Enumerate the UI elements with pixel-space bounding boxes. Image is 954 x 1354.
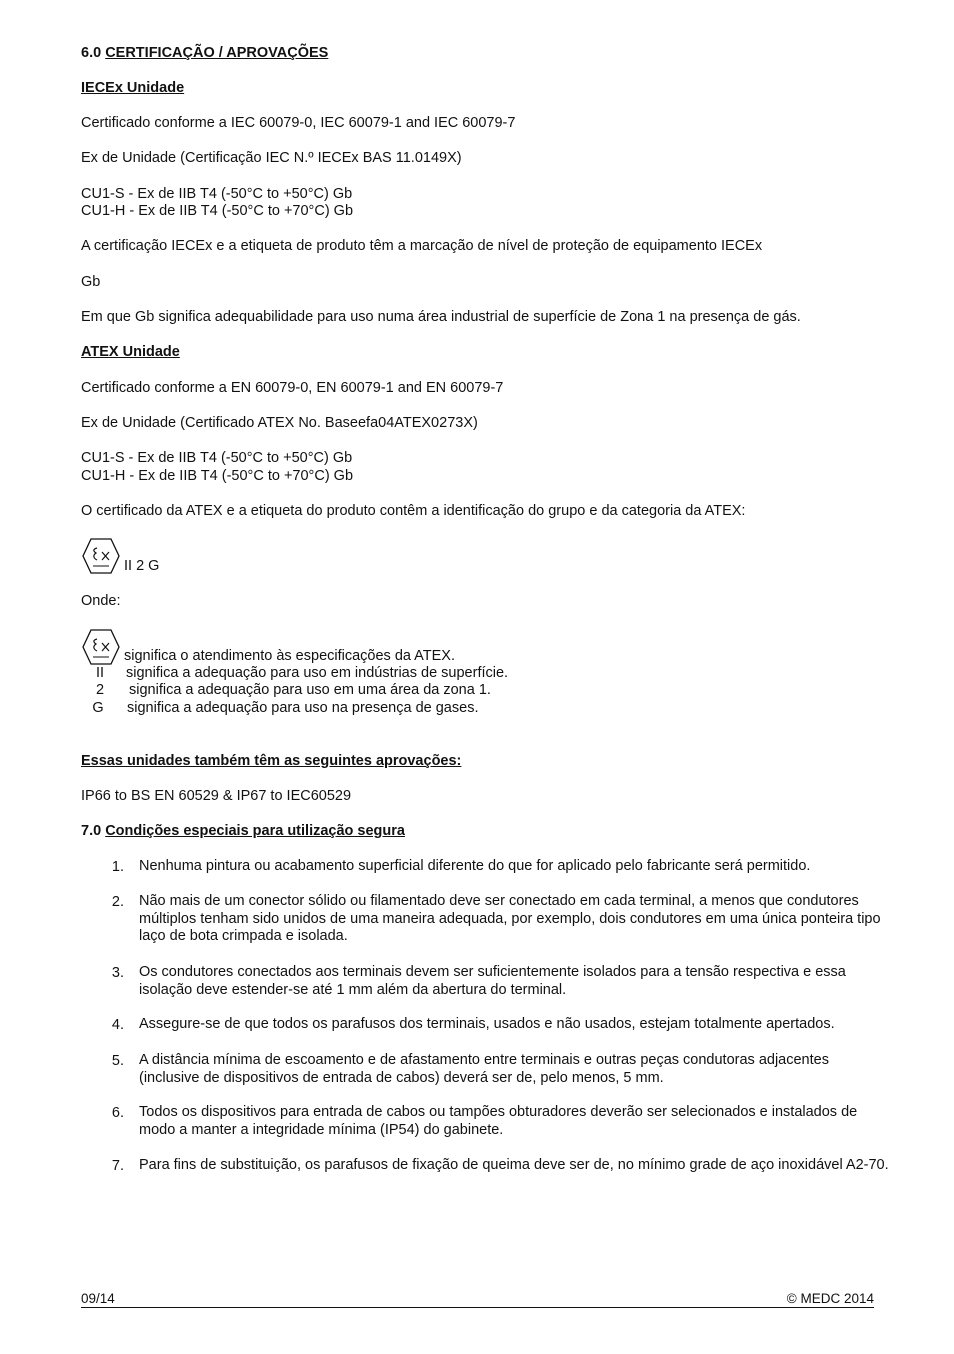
list-item-number: 3.	[111, 965, 124, 981]
iecex-gb: Gb	[81, 274, 101, 290]
legend-g-text: significa a adequação para uso na presença de gases.	[127, 700, 479, 716]
list-item: A distância mínima de escoamento e de afastamento entre terminais e outras peças condutoras adjacentes (inclusive de dispositivos de entrada de cabos) deverá ser de, pelo menos, 5 mm.	[139, 1052, 829, 1086]
iecex-marking-text: A certificação IECEx e a etiqueta de produto têm a marcação de nível de proteção de equipamento IECEx	[81, 238, 763, 254]
list-item: Não mais de um conector sólido ou filamentado deve ser conectado em cada terminal, a menos que condutores múltiplos tenham sido unidos de uma maneira adequada, por exemplo, dois condutores em uma única ponteira tipo laço de bota crimpada e isolada.	[139, 893, 881, 944]
atex-ex-hexagon-icon	[81, 628, 121, 666]
list-item-number: 2.	[111, 894, 124, 910]
iecex-cert-text: Certificado conforme a IEC 60079-0, IEC 60079-1 and IEC 60079-7	[81, 115, 516, 131]
section-6-number: 6.0	[81, 45, 106, 61]
atex-ex-hexagon-icon	[81, 537, 121, 575]
legend-key-ii: II	[95, 665, 105, 681]
section-6-title: CERTIFICAÇÃO / APROVAÇÕES	[105, 45, 329, 61]
footer-date: 09/14	[81, 1291, 115, 1306]
legend-ex-text: significa o atendimento às especificações da ATEX.	[124, 648, 456, 664]
list-item: Nenhuma pintura ou acabamento superficial diferente do que for aplicado pelo fabricante será permitido.	[139, 858, 811, 874]
iecex-heading: IECEx Unidade	[81, 80, 185, 96]
footer-divider	[81, 1307, 874, 1308]
section-7-title: Condições especiais para utilização segura	[105, 823, 405, 839]
atex-cu1h: CU1-H - Ex de IIB T4 (-50°C to +70°C) Gb	[81, 468, 354, 484]
section-7-number: 7.0	[81, 823, 106, 839]
atex-marking-text: O certificado da ATEX e a etiqueta do produto contêm a identificação do grupo e da categoria da ATEX:	[81, 503, 746, 519]
list-item-number: 5.	[111, 1053, 124, 1069]
list-item-number: 7.	[111, 1158, 124, 1174]
list-item: Todos os dispositivos para entrada de cabos ou tampões obturadores deverão ser selecionados e instalados de modo a manter a integridade mínima (IP54) do gabinete.	[139, 1104, 858, 1138]
list-item-number: 6.	[111, 1105, 124, 1121]
section-7-heading	[81, 822, 405, 840]
iecex-ex-text: Ex de Unidade (Certificação IEC N.º IECEx BAS 11.0149X)	[81, 150, 462, 166]
other-approvals-heading: Essas unidades também têm as seguintes aprovações:	[81, 753, 462, 769]
atex-cu1s: CU1-S - Ex de IIB T4 (-50°C to +50°C) Gb	[81, 450, 353, 466]
list-item: Os condutores conectados aos terminais devem ser suficientemente isolados para a tensão respectiva e essa isolação deve estender-se até 1 mm além da abertura do terminal.	[139, 964, 846, 998]
atex-heading: ATEX Unidade	[81, 344, 180, 360]
list-item: Para fins de substituição, os parafusos de fixação de queima deve ser de, no mínimo grade de aço inoxidável A2-70.	[139, 1157, 889, 1173]
list-item: Assegure-se de que todos os parafusos dos terminais, usados e não usados, estejam totalmente apertados.	[139, 1016, 835, 1032]
atex-ex-text: Ex de Unidade (Certificado ATEX No. Baseefa04ATEX0273X)	[81, 415, 478, 431]
legend-ii-text: significa a adequação para uso em indústrias de superfície.	[126, 665, 509, 681]
legend-key-2: 2	[95, 682, 105, 698]
iecex-cu1s: CU1-S - Ex de IIB T4 (-50°C to +50°C) Gb	[81, 186, 353, 202]
section-6-heading	[81, 44, 328, 62]
list-item-number: 1.	[111, 859, 124, 875]
legend-key-g: G	[92, 700, 104, 716]
atex-group-category: II 2 G	[124, 558, 160, 574]
iecex-gb-meaning: Em que Gb significa adequabilidade para uso numa área industrial de superfície de Zona 1 na presença de gás.	[81, 309, 801, 325]
footer-copyright: © MEDC 2014	[786, 1291, 874, 1306]
onde-label: Onde:	[81, 593, 121, 609]
ip-rating: IP66 to BS EN 60529 & IP67 to IEC60529	[81, 788, 352, 804]
legend-2-text: significa a adequação para uso em uma área da zona 1.	[129, 682, 491, 698]
iecex-cu1h: CU1-H - Ex de IIB T4 (-50°C to +70°C) Gb	[81, 203, 354, 219]
atex-cert-text: Certificado conforme a EN 60079-0, EN 60079-1 and EN 60079-7	[81, 380, 504, 396]
list-item-number: 4.	[111, 1017, 124, 1033]
